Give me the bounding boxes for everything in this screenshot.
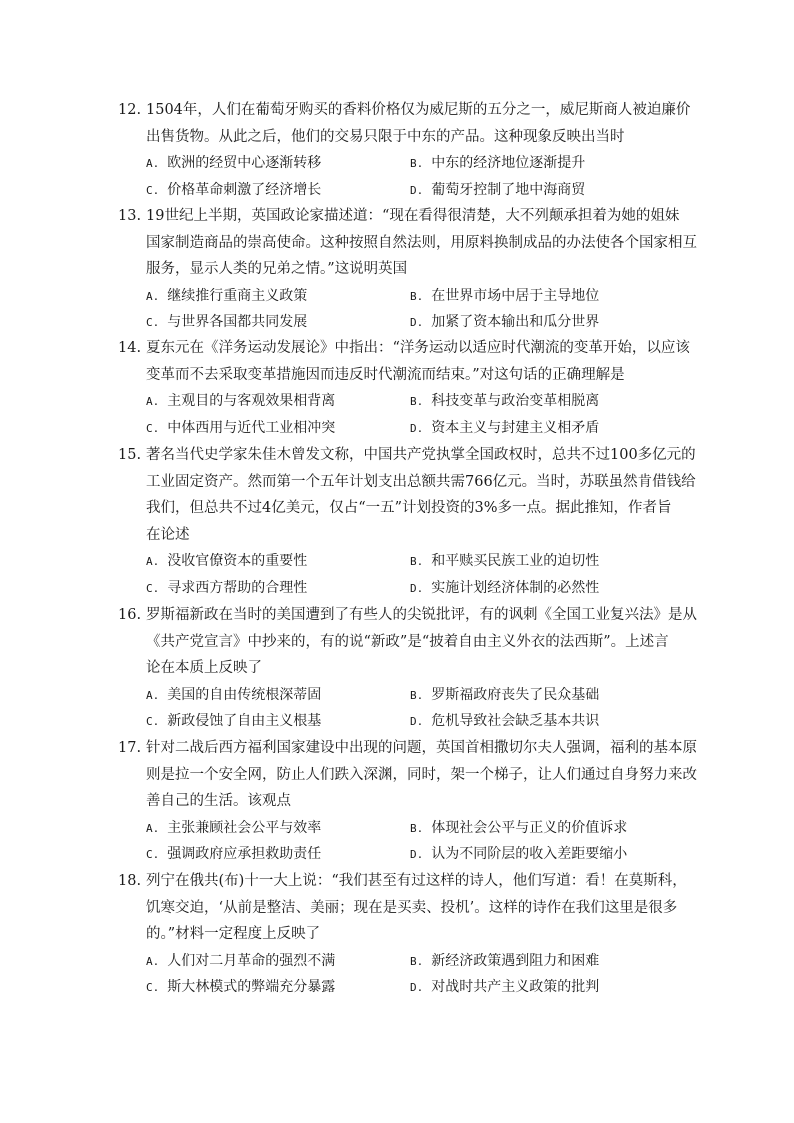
question-stem [118,868,687,948]
question-number: 15. [118,447,142,463]
option-c[interactable]: C. 新政侵蚀了自由主义根基 [146,713,322,730]
option-a[interactable]: A. 主观目的与客观效果相背离 [146,393,336,410]
options [118,815,678,868]
stem-line: 19世纪上半期，英国政论家描述道：“现在看得很清楚，大不列颠承担着为她的姐妹 [146,208,680,224]
stem-line: 变革而不去采取变革措施因而违反时代潮流而结束。”对这句话的正确理解是 [146,366,625,383]
option-a[interactable]: A. 欧洲的经贸中心逐渐转移 [146,155,322,172]
stem-line: 善自己的生活。该观点 [146,793,291,810]
question-stem [118,442,696,548]
question-18 [118,868,687,1001]
stem-line: 则是拉一个安全网，防止人们跌入深渊，同时，架一个梯子，让人们通过自身努力来改 [146,766,697,783]
stem-line: 列宁在俄共(布)十一大上说：“我们甚至有过这样的诗人，他们写道：看！在莫斯科， [146,873,687,889]
option-c[interactable]: C. 与世界各国都共同发展 [146,314,308,331]
stem-line: 《共产党宣言》中抄来的，有的说“新政”是“披着自由主义外衣的法西斯”。上述言 [146,633,669,650]
option-d[interactable]: D. 认为不同阶层的收入差距要缩小 [410,846,628,863]
question-number: 13. [118,208,142,224]
question-number: 17. [118,740,142,756]
option-c[interactable]: C. 寻求西方帮助的合理性 [146,579,308,596]
option-b[interactable]: B. 和平赎买民族工业的迫切性 [410,553,600,570]
question-15 [118,442,696,601]
options [118,150,678,203]
question-12 [118,97,691,203]
stem-line: 服务，显示人类的兄弟之情。”这说明英国 [146,261,408,278]
option-a[interactable]: A. 人们对二月革命的强烈不满 [146,952,336,969]
stem-line: 工业固定资产。然而第一个五年计划支出总额共需766亿元。当时，苏联虽然肯借钱给 [146,473,696,490]
option-b[interactable]: B. 体现社会公平与正义的价值诉求 [410,819,628,836]
question-number: 14. [118,340,142,356]
stem-line: 1504年，人们在葡萄牙购买的香料价格仅为威尼斯的五分之一，威尼斯商人被迫廉价 [146,102,691,118]
option-a[interactable]: A. 美国的自由传统根深蒂固 [146,686,322,703]
question-number: 18. [118,873,142,889]
options [118,682,678,735]
stem-line: 的。”材料一定程度上反映了 [146,926,321,943]
question-stem [118,203,697,283]
options [118,948,678,1001]
question-number: 12. [118,102,142,118]
question-stem [118,97,691,150]
question-14 [118,335,690,441]
stem-line: 饥寒交迫，‘从前是整洁、美丽；现在是买卖、投机’。这样的诗作在我们这里是很多 [146,899,678,916]
option-c[interactable]: C. 斯大林模式的弊端充分暴露 [146,979,336,996]
stem-line: 论在本质上反映了 [146,660,262,677]
stem-line: 罗斯福新政在当时的美国遭到了有些人的尖锐批评，有的讽刺《全国工业复兴法》是从 [146,607,697,623]
stem-line: 针对二战后西方福利国家建设中出现的问题，英国首相撒切尔夫人强调，福利的基本原 [146,740,697,756]
question-number: 16. [118,607,142,623]
option-b[interactable]: B. 罗斯福政府丧失了民众基础 [410,686,600,703]
option-d[interactable]: D. 危机导致社会缺乏基本共识 [410,713,600,730]
option-c[interactable]: C. 强调政府应承担救助责任 [146,846,322,863]
stem-line: 著名当代史学家朱佳木曾发文称，中国共产党执掌全国政权时，总共不过100多亿元的 [146,447,696,463]
stem-line: 国家制造商品的崇高使命。这种按照自然法则，用原料换制成品的办法使各个国家相互 [146,234,697,251]
options [118,283,678,336]
stem-line: 夏东元在《洋务运动发展论》中指出：“洋务运动以适应时代潮流的变革开始，以应该 [146,340,690,356]
option-a[interactable]: A. 继续推行重商主义政策 [146,287,308,304]
option-b[interactable]: B. 科技变革与政治变革相脱离 [410,393,600,410]
stem-line: 出售货物。从此之后，他们的交易只限于中东的产品。这种现象反映出当时 [146,128,625,145]
option-a[interactable]: A. 没收官僚资本的重要性 [146,553,308,570]
option-c[interactable]: C. 价格革命刺激了经济增长 [146,181,322,198]
question-stem [118,735,697,815]
options [118,548,678,601]
question-stem [118,335,690,388]
option-d[interactable]: D. 加紧了资本输出和瓜分世界 [410,314,600,331]
option-b[interactable]: B. 新经济政策遇到阻力和困难 [410,952,600,969]
option-a[interactable]: A. 主张兼顾社会公平与效率 [146,819,322,836]
question-stem [118,602,697,682]
option-c[interactable]: C. 中体西用与近代工业相冲突 [146,419,336,436]
option-b[interactable]: B. 中东的经济地位逐渐提升 [410,155,586,172]
option-d[interactable]: D. 葡萄牙控制了地中海商贸 [410,181,586,198]
option-d[interactable]: D. 对战时共产主义政策的批判 [410,979,600,996]
question-13 [118,203,697,336]
question-16 [118,602,697,735]
option-b[interactable]: B. 在世界市场中居于主导地位 [410,287,600,304]
stem-line: 我们，但总共不过4亿美元，仅占“一五”计划投资的3%多一点。据此推知，作者旨 [146,500,672,517]
stem-line: 在论述 [146,526,190,543]
option-d[interactable]: D. 实施计划经济体制的必然性 [410,579,600,596]
options [118,388,678,441]
question-17 [118,735,697,868]
option-d[interactable]: D. 资本主义与封建主义相矛盾 [410,419,600,436]
